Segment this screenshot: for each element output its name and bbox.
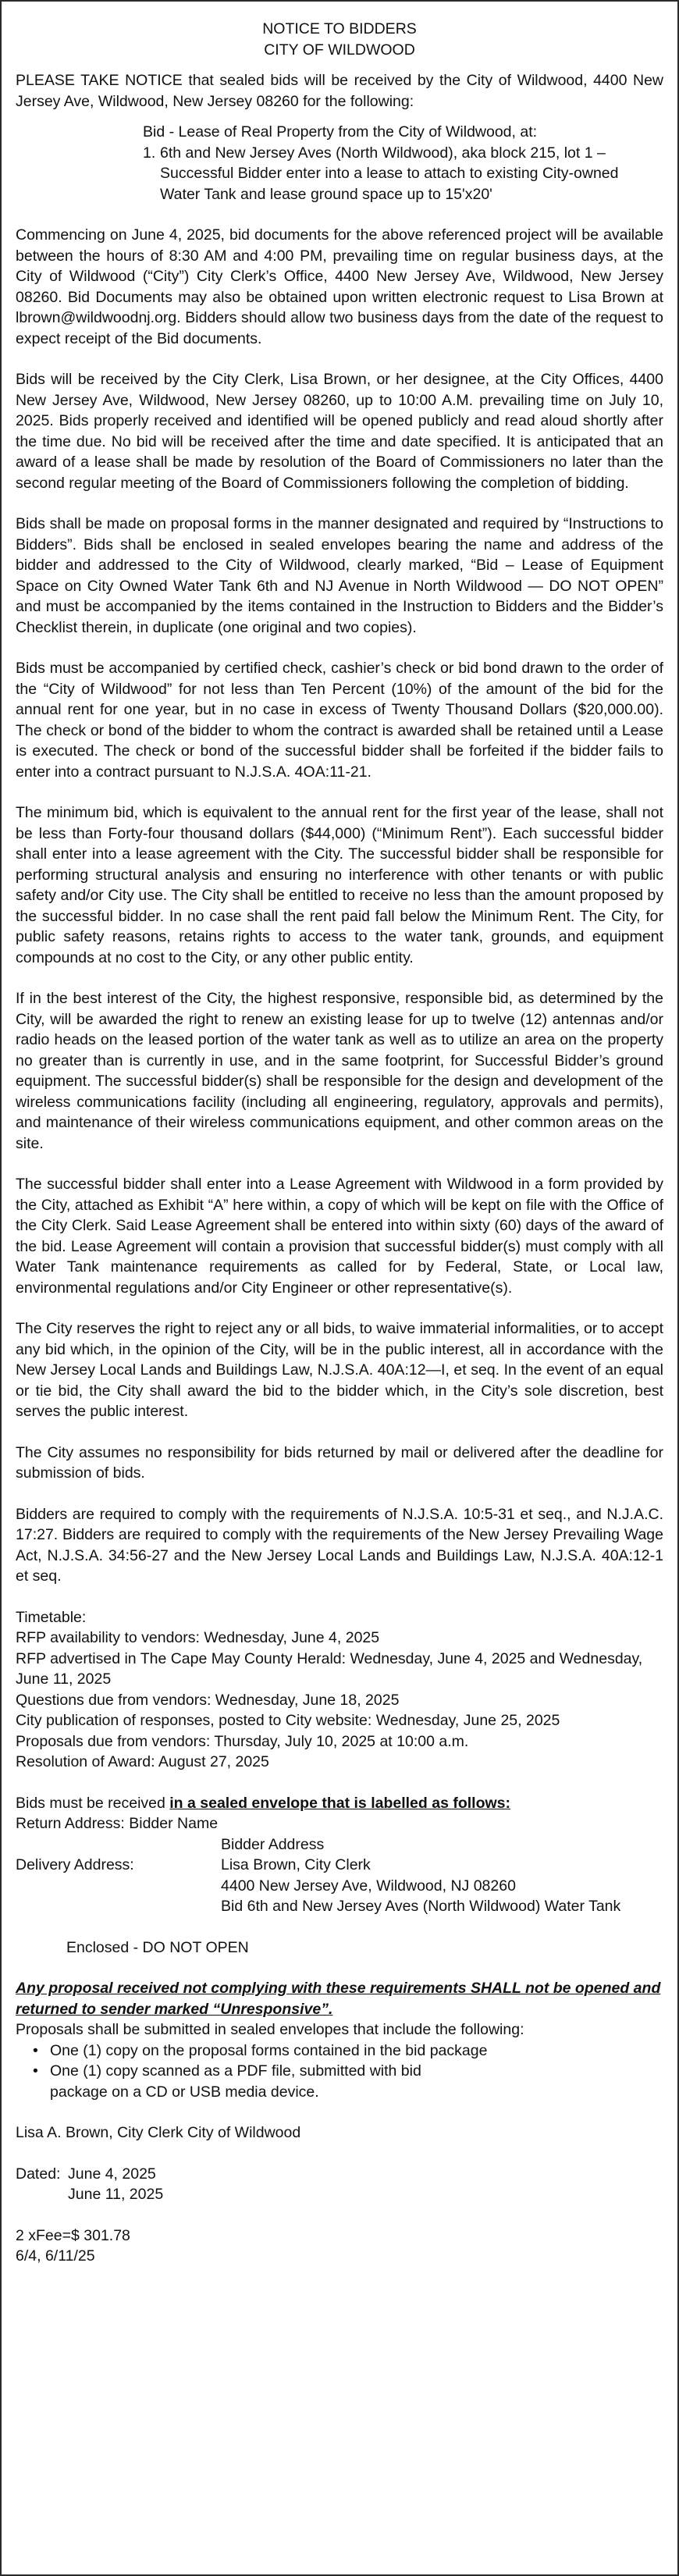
intro-paragraph: PLEASE TAKE NOTICE that sealed bids will be received by the City of Wildwood, 4400 New Jersey Ave, Wildwood, New Jersey 08260 for the following: [16,72,663,110]
dated-row [16,2164,663,2185]
delivery-address-line: Bid 6th and New Jersey Aves (North Wildwood) Water Tank [221,1898,621,1915]
list-item-text: One (1) copy on the proposal forms contained in the bid package [50,2041,488,2059]
bullet-icon: • [33,2062,38,2080]
envelope-lead [16,1793,663,1814]
list-item-text: One (1) copy scanned as a PDF file, submitted with bid package on a CD or USB media device. [50,2062,421,2101]
paragraph-minimum-bid: The minimum bid, which is equivalent to the annual rent for the first year of the lease, shall not be less than Forty-four thousand dollars ($44,000) (“Minimum Rent”). Each successful bidder shall enter into a lease agreement with the City. The successful bidder shall be responsible for performing structural analysis and ensuring no interference with other tenants or with public safety and/or City use. The City shall be entitled to receive no less than the amount proposed by the successful bidder. In no case shall the rent paid fall below the Minimum Rent. The City, for public safety reasons, retains rights to access to the water tank, grounds, and equipment compounds at no cost to the City, or any other public entity. [16,804,663,966]
timetable-item: RFP availability to vendors: Wednesday, June 4, 2025 [16,1629,380,1646]
dated-row-2 [16,2184,663,2205]
delivery-address-label: Delivery Address: [16,1856,134,1873]
paragraph-reservation: The City reserves the right to reject any or all bids, to waive immaterial informalities, or to accept any bid which, in the opinion of the City, will be in the public interest, all in accordance with the New Jersey Local Lands and Buildings Law, N.J.S.A. 40A:12—I, et seq. In the event of an equal or tie bid, the City shall award the bid to the bidder which, in the City’s sole discretion, best serves the public interest. [16,1320,663,1420]
timetable-item: Proposals due from vendors: Thursday, July 10, 2025 at 10:00 a.m. [16,1732,469,1750]
paragraph-lease-agreement: The successful bidder shall enter into a Lease Agreement with Wildwood in a form provided by the City, attached as Exhibit “A” here within, a copy of which will be kept on file with the Office of the City Clerk. Said Lease Agreement shall be entered into within sixty (60) days of the award of the bid. Lease Agreement will contain a provision that successful bidder(s) must comply with all Water Tank maintenance requirements as called for by Federal, State, or Local law, environmental regulations and/or City Engineer or other representative(s). [16,1176,663,1297]
paragraph-responsibility: The City assumes no responsibility for bids returned by mail or delivered after the deadline for submission of bids. [16,1443,663,1482]
timetable-item: RFP advertised in The Cape May County Herald: Wednesday, June 4, 2025 and Wednesday, June 11, 2025 [16,1649,643,1688]
return-address-row [16,1813,663,1834]
timetable-item: Resolution of Award: August 27, 2025 [16,1753,269,1770]
timetable-item: City publication of responses, posted to City website: Wednesday, June 25, 2025 [16,1712,560,1729]
paragraph-bid-security: Bids must be accompanied by certified check, cashier’s check or bid bond drawn to the order of the “City of Wildwood” for not less than Ten Percent (10%) of the amount of the bid for the annual rent for one year, but in no case in excess of Twenty Thousand Dollars ($20,000.00). The check or bond of the bidder to whom the contract is awarded shall be retained until a Lease is executed. The check or bond of the successful bidder shall be forfeited if the bidder fails to enter into a contract pursuant to N.J.S.A. 4OA:11-21. [16,660,663,781]
delivery-address-lines [221,1855,663,1917]
return-address-name: Bidder Name [129,1815,219,1832]
enclosed-note: Enclosed - DO NOT OPEN [66,1938,249,1956]
dated-date-1: June 4, 2025 [68,2165,156,2183]
noncompliance-warning: Any proposal received not complying with these requirements SHALL not be opened and returned to sender marked “Unresponsive”. [16,1980,661,2018]
dated-date-2: June 11, 2025 [68,2186,164,2203]
return-address-row-2 [16,1834,663,1856]
bid-item-number: 1. [143,144,156,162]
list-item [33,2061,663,2102]
envelope-lead-text: Bids must be received [16,1794,170,1812]
bullet-icon: • [33,2041,38,2059]
delivery-address-line: Lisa Brown, City Clerk [221,1856,371,1873]
paragraph-availability: Commencing on June 4, 2025, bid documents for the above referenced project will be available between the hours of 8:30 AM and 4:00 PM, prevailing time on regular business days, at the City of Wildwood (“City”) City Clerk’s Office, 4400 New Jersey Ave, Wildwood, New Jersey 08260. Bid Documents may also be obtained upon written electronic request to Lisa Brown at lbrown@wildwoodnj.org. Bidders should allow two business days from the date of the request to expect receipt of the Bid documents. [16,226,663,347]
notice-subtitle: CITY OF WILDWOOD [264,41,415,59]
dated-label: Dated: [16,2165,61,2183]
publication-dates: 6/4, 6/11/25 [16,2247,95,2265]
list-item [33,2041,663,2062]
return-address-address: Bidder Address [221,1835,325,1853]
proposals-list [16,2041,663,2103]
notice-title: NOTICE TO BIDDERS [262,20,417,37]
envelope-lead-emphasis: in a sealed envelope that is labelled as follows: [169,1794,510,1812]
timetable-item: Questions due from vendors: Wednesday, June 18, 2025 [16,1691,400,1709]
return-address-label: Return Address: [16,1815,130,1832]
delivery-address-row [16,1855,663,1917]
bid-title: Bid - Lease of Real Property from the City of Wildwood, at: [143,123,538,141]
paragraph-receipt: Bids will be received by the City Clerk, Lisa Brown, or her designee, at the City Offices, 4400 New Jersey Ave, Wildwood, New Jersey 08260, up to 10:00 A.M. prevailing time on July 10, 2025. Bids properly received and identified will be opened publicly and read aloud shortly after the time due. No bid will be received after the time and date specified. It is anticipated that an award of a lease shall be made by resolution of the Board of Commissioners no later than the second regular meeting of the Board of Commissioners following the completion of bidding. [16,371,663,492]
timetable-heading: Timetable: [16,1608,87,1626]
paragraph-proposal-forms: Bids shall be made on proposal forms in the manner designated and required by “Instructions to Bidders”. Bids shall be enclosed in sealed envelopes bearing the name and address of the bidder and addressed to the City of Wildwood, clearly marked, “Bid – Lease of Equipment Space on City Owned Water Tank 6th and NJ Avenue in North Wildwood — DO NOT OPEN” and must be accompanied by the items contained in the Instruction to Bidders and the Bidder’s Checklist therein, in duplicate (one original and two copies). [16,515,663,636]
signature: Lisa A. Brown, City Clerk City of Wildwood [16,2124,301,2141]
bid-item-text: 6th and New Jersey Aves (North Wildwood), aka block 215, lot 1 – Successful Bidder enter into a lease to attach to existing City-owned Water Tank and lease ground space up to 15'x20' [160,144,619,203]
paragraph-compliance: Bidders are required to comply with the requirements of N.J.S.A. 10:5-31 et seq., and N.J.A.C. 17:27. Bidders are required to comply with the requirements of the New Jersey Prevailing Wage Act, N.J.S.A. 34:56-27 and the New Jersey Local Lands and Buildings Law, N.J.S.A. 40A:12-1 et seq. [16,1505,663,1585]
proposals-lead: Proposals shall be submitted in sealed envelopes that include the following: [16,2021,524,2038]
fee-line: 2 xFee=$ 301.78 [16,2226,130,2244]
bid-item [16,143,663,205]
timetable [16,1607,663,1773]
paragraph-renewal: If in the best interest of the City, the highest responsive, responsible bid, as determined by the City, will be awarded the right to renew an existing lease for up to twelve (12) antennas and/or radio heads on the leased portion of the water tank as well as to utilize an area on the property no greater than is currently in use, and in the same footprint, for Successful Bidder’s ground equipment. The successful bidder(s) shall be responsible for the design and development of the wireless communications facility (including all engineering, regulatory, approvals and permits), and maintenance of their wireless communications equipment, and other common areas on the site. [16,990,663,1152]
delivery-address-line: 4400 New Jersey Ave, Wildwood, NJ 08260 [221,1877,516,1895]
envelope-instructions [16,1793,663,1959]
